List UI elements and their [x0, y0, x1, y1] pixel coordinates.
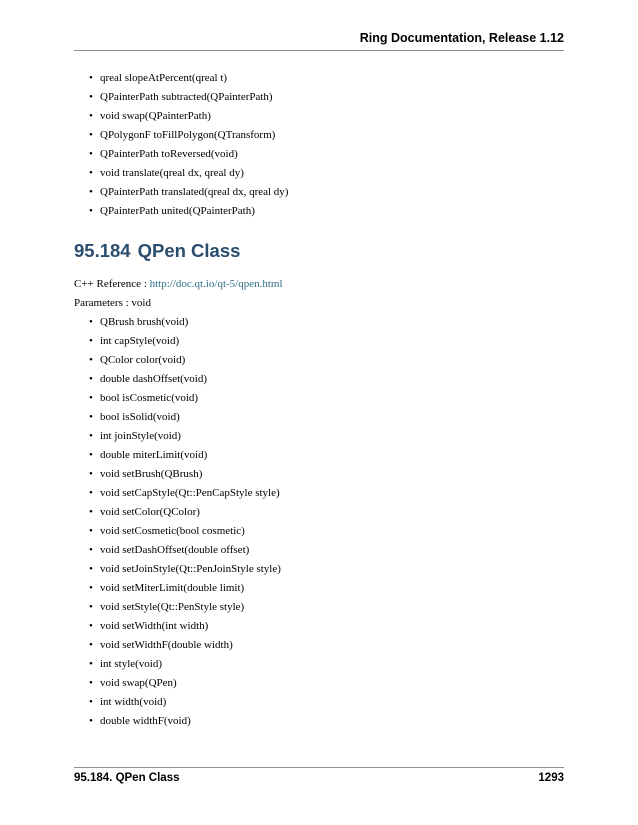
- parameters-line: Parameters : void: [74, 297, 151, 309]
- list-item: • void setWidth(int width): [74, 620, 281, 639]
- list-item: • void setWidthF(double width): [74, 639, 281, 658]
- footer-section-label: 95.184. QPen Class: [74, 772, 180, 784]
- list-item: • double dashOffset(void): [74, 373, 281, 392]
- list-item: • void translate(qreal dx, qreal dy): [74, 167, 288, 186]
- list-item: • int joinStyle(void): [74, 430, 281, 449]
- list-item: • int capStyle(void): [74, 335, 281, 354]
- list-item: • QPainterPath united(QPainterPath): [74, 205, 288, 224]
- list-item: • void setCosmetic(bool cosmetic): [74, 525, 281, 544]
- list-item: • int width(void): [74, 696, 281, 715]
- section-heading: [74, 240, 240, 262]
- list-item: • qreal slopeAtPercent(qreal t): [74, 72, 288, 91]
- header-divider: [74, 50, 564, 51]
- list-item: • int style(void): [74, 658, 281, 677]
- list-item: • void swap(QPainterPath): [74, 110, 288, 129]
- list-item: • QPolygonF toFillPolygon(QTransform): [74, 129, 288, 148]
- qpainterpath-method-list: [74, 72, 288, 224]
- list-item: • QBrush brush(void): [74, 316, 281, 335]
- section-title: QPen Class: [137, 240, 241, 261]
- list-item: • double widthF(void): [74, 715, 281, 734]
- list-item: • QPainterPath subtracted(QPainterPath): [74, 91, 288, 110]
- list-item: • void setMiterLimit(double limit): [74, 582, 281, 601]
- running-header-title: Ring Documentation, Release 1.12: [359, 31, 564, 45]
- qpen-method-list: [74, 316, 281, 734]
- list-item: • QColor color(void): [74, 354, 281, 373]
- list-item: • bool isCosmetic(void): [74, 392, 281, 411]
- list-item: • void swap(QPen): [74, 677, 281, 696]
- list-item: • void setCapStyle(Qt::PenCapStyle style): [74, 487, 281, 506]
- list-item: • bool isSolid(void): [74, 411, 281, 430]
- list-item: • double miterLimit(void): [74, 449, 281, 468]
- footer-divider: [74, 767, 564, 768]
- page-number: 1293: [538, 772, 564, 784]
- list-item: • void setDashOffset(double offset): [74, 544, 281, 563]
- list-item: • QPainterPath translated(qreal dx, qreal dy): [74, 186, 288, 205]
- list-item: • void setBrush(QBrush): [74, 468, 281, 487]
- list-item: • void setJoinStyle(Qt::PenJoinStyle style): [74, 563, 281, 582]
- section-number: 95.184: [74, 240, 131, 261]
- list-item: • void setStyle(Qt::PenStyle style): [74, 601, 281, 620]
- list-item: • QPainterPath toReversed(void): [74, 148, 288, 167]
- cpp-reference-line: [74, 278, 283, 291]
- cpp-reference-label: C++ Reference :: [74, 278, 150, 290]
- list-item: • void setColor(QColor): [74, 506, 281, 525]
- cpp-reference-link[interactable]: http://doc.qt.io/qt-5/qpen.html: [149, 278, 283, 290]
